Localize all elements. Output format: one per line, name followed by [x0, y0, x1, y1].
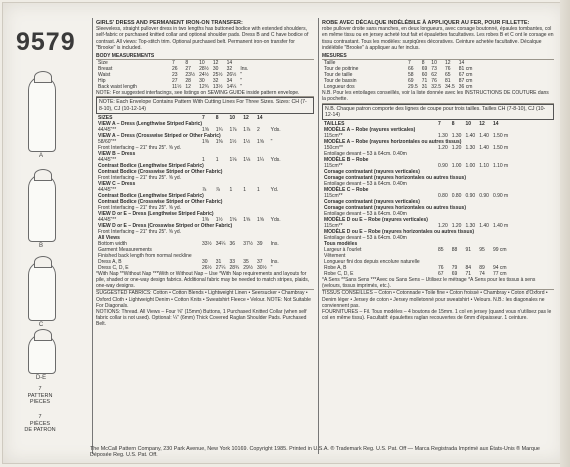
- fournitures: FOURNITURES – Fil. Tous modèles – 4 boutons de 15mm. 1 col en jersey (quand vous n'utilisez pas le col en même tissu). Facultatif: épaulettes raglan recouvertes de 6mm d'épaisseur. 1 ceinture.: [322, 309, 552, 322]
- front-interfacing-c: Front Interfacing – 21" thru 25". ⅝ yd.: [98, 204, 182, 211]
- table-row: 58/60"** 1⅜ 1⅜ 1½ 1½ 1⅝ ": [98, 138, 273, 145]
- view-c-contrast-heading: Contrast Bodice (Lengthwise Striped Fabric): [98, 192, 204, 199]
- french-title: ROBE AVEC DÉCALQUE INDÉLÉBILE À APPLIQUER AU FER, POUR FILLETTE:: [322, 20, 530, 26]
- table-row: Tour de bassin 69 71 76 81 87 cm: [324, 78, 473, 85]
- modele-a2-heading: MODÈLE A – Robe (rayures horizontales ou autres tissus): [324, 139, 462, 146]
- view-c-contrast2-heading: Contrast Bodice (Crosswise Striped or Other Fabric): [98, 198, 223, 205]
- view-b-heading: VIEW B – Dress: [98, 150, 136, 157]
- view-a2-heading: VIEW A – Dress (Crosswise Striped or Other Fabric): [98, 132, 221, 139]
- modele-d-heading: MODÈLE D ou E – Robe (rayures verticales): [324, 217, 428, 224]
- nap-note: *With Nap **Without Nap ***With or Without Nap – Use *With Nap requirements and layouts for pile, shaded or one-way design fabrics. Additional fabric may be needed to match stripes, plaids, one-way designs.: [96, 271, 314, 291]
- tailles-header-row: TAILLES 7 8 10 12 14: [324, 121, 499, 128]
- pattern-pieces-count: 7 PATTERN PIECES: [27, 386, 53, 405]
- entoilage-d: Entoilage devant – 53 à 64cm. 0.40m: [324, 235, 407, 242]
- view-d2-heading: VIEW D or E – Dress (Crosswise Striped or Other Fabric): [98, 222, 233, 229]
- view-c-drawing: [28, 261, 56, 321]
- sens-note: *A Sens **Sans Sens ***Avec ou Sans Sens – Utilisez le métrage *A Sens pour les tissus à sens (velours, tissus imprimés, etc.).: [322, 277, 554, 290]
- view-b-contrast-heading: Contrast Bodice (Lengthwise Striped Fabric): [98, 162, 204, 169]
- body-measurements-table: [96, 60, 250, 90]
- table-row: 115cm** 1.30 1.30 1.40 1.40 1.50 m: [324, 133, 509, 140]
- english-title: GIRLS' DRESS AND PERMANENT IRON-ON TRANSFER:: [96, 20, 243, 26]
- body-measurements-heading: BODY MEASUREMENTS: [96, 53, 314, 60]
- taille-row: Taille 7 8 10 12 14: [324, 60, 465, 67]
- modele-c-heading: MODÈLE C – Robe: [324, 187, 369, 194]
- table-row: Bottom width 33½ 34¼ 36 37½ 39 Ins.: [98, 240, 279, 247]
- modele-d2-heading: MODÈLE D ou E – Robe (rayures horizontales ou autres tissus): [324, 229, 475, 236]
- interfacing-note: NOTE: For suggested interfacings, see listings on SEWING GUIDE inside pattern envelope.: [96, 90, 314, 97]
- table-row: Hip 27 28 30 32 34 ": [98, 78, 243, 85]
- vetement-heading: Vêtement: [324, 253, 346, 260]
- entoilage-b: Entoilage devant – 53 à 64cm. 0.40m: [324, 181, 407, 188]
- table-row: Longueur dos 29.5 31 32.5 34.5 36 cm: [324, 84, 473, 91]
- table-row: 115cm** 0.90 1.00 1.00 1.10 1.10 m: [324, 163, 509, 170]
- table-row: Back waist length 11½ 12 12¾ 13½ 14¼ ": [98, 84, 243, 91]
- garment-desc: Finished back length from normal neckline: [98, 252, 192, 259]
- table-row: Robe C, D, E 67 69 71 74 77 cm: [324, 271, 507, 278]
- table-row: Tour de taille 58 60 62 65 67 cm: [324, 72, 473, 79]
- size-row: Size 7 8 10 12 14: [98, 60, 233, 67]
- yardage-table: [96, 115, 283, 271]
- corsage-b2-heading: Corsage contrastant (rayures horizontales ou autres tissus): [324, 175, 466, 182]
- view-c-heading: VIEW C – Dress: [98, 180, 136, 187]
- corsage-c-heading: Corsage contrastant (rayures verticales): [324, 199, 420, 206]
- view-de-drawing: [28, 334, 56, 374]
- modele-a-heading: MODÈLE A – Robe (rayures verticales): [324, 127, 416, 134]
- pieces-de-patron-count: 7 PIÈCES DE PATRON: [24, 414, 56, 433]
- metrage-table: [322, 121, 510, 277]
- table-row: Tour de poitrine 66 69 73 76 81 cm: [324, 66, 473, 73]
- publisher-footer: [90, 446, 550, 458]
- tous-modeles-heading: Tous modèles: [324, 241, 358, 248]
- notions: NOTIONS: Thread. All Views – Four ⅝" (15mm) Buttons, 1 Purchased Knitted Collar (when self fabric collar is not used). Optional: ¼" (6mm) Thick Covered Raglan Shoulder Pads. Purchased Belt.: [96, 309, 307, 328]
- table-row: 44/45"** ⅞ ⅞ 1 1 1 Yd.: [98, 186, 279, 193]
- mesures-heading: MESURES: [322, 53, 554, 60]
- garment-measurements-heading: Garment Measurements: [98, 246, 152, 253]
- sizes-header-row: SIZES 7 8 10 12 14: [98, 114, 263, 121]
- suggested-fabrics: SUGGESTED FABRICS: Cotton • Cotton Blends • Lightweight Linen • Seersucker • Chambray • Oxford Cloth • Lightweight Denim • Cotton Knits • Sweatshirt Fleece • Velour. NOTE: Not Suitable For Diagonals.: [96, 290, 311, 309]
- view-a-drawing: [28, 76, 56, 152]
- entoilage-a: Entoilage devant – 53 à 64cm. 0.40m: [324, 151, 407, 158]
- entoilage-note: N.B. Pour les entoilages conseillés, voir la liste donnée avec les INSTRUCTIONS DE COUTURE dans la pochette.: [322, 90, 554, 103]
- table-row: Largeur à l'ourlet 85 88 91 95 99 cm: [324, 247, 507, 254]
- view-b-label: B: [38, 243, 43, 249]
- front-interfacing-a: Front Interfacing – 21" thru 25". ⅝ yd.: [98, 144, 182, 151]
- view-d-heading: VIEW D or E – Dress (Lengthwise Striped Fabric): [98, 210, 214, 217]
- view-de-label: D-E: [35, 375, 47, 381]
- french-column: [322, 20, 554, 321]
- table-row: Dress A, B 30 31 33 35 37 Ins.: [98, 258, 279, 265]
- view-b-contrast2-heading: Contrast Bodice (Crosswise Striped or Other Fabric): [98, 168, 223, 175]
- entoilage-c: Entoilage devant – 53 à 64cm. 0.40m: [324, 211, 407, 218]
- view-a-label: A: [38, 153, 43, 159]
- column-divider-left: [92, 18, 93, 454]
- all-views-heading: All Views: [98, 234, 120, 241]
- table-row: 44/45"** 1⅜ 1½ 1⅝ 1⅝ 1⅝ Yds.: [98, 216, 281, 223]
- publisher-line: The McCall Pattern Company, 230 Park Avenue, New York 10169. Copyright 1985. Printed in U.S.A. ® Trademark Reg. U.S. Pat. Off — Marca Registrada: [90, 446, 458, 452]
- envelope-note: NOTE: Each Envelope Contains Pattern With Cutting Lines For Three Sizes. Sizes: CH (7-8-10), CJ (10-12-14): [96, 97, 314, 113]
- modele-b-heading: MODÈLE B – Robe: [324, 157, 369, 164]
- paper-edge: [560, 0, 570, 467]
- corsage-b-heading: Corsage contrastant (rayures verticales): [324, 169, 420, 176]
- column-divider-middle: [318, 18, 319, 454]
- illustration-column: [6, 6, 86, 456]
- view-a-heading: VIEW A – Dress (Lengthwise Striped Fabric): [98, 120, 203, 127]
- french-intro: robe pullover droite sans manches, en deux longueurs, avec corsage boutonné, épaules tombantes, col en même tissu ou en jersey acheté tout fait et épaulettes facultatives. Les robes B et C ont le corsage en tissu contrastant. Tous les modèles: surpiqûres décoratives. Ceinture achetée facultative. Décalque indélébile "Brooke" à appliquer au fer inclus.: [322, 26, 554, 51]
- english-column: [96, 20, 314, 328]
- table-row: Robe A, B 76 79 84 89 94 cm: [324, 265, 507, 272]
- table-row: 44/45"** 1⅝ 1¾ 1⅞ 1⅞ 2 Yds.: [98, 126, 281, 133]
- english-intro: Sleeveless, straight pullover dress in two lengths has buttoned bodice with extended shoulders, self-fabric or purchased knitted collar and optional shoulder pads. Dress B and C have bodice of contrast. All views: Top-stitch trim. Optional purchased belt. Permanent iron-on transfer for "Brooke" is included.: [96, 26, 309, 51]
- front-interfacing-b: Front Interfacing – 21" thru 25". ⅝ yd.: [98, 174, 182, 181]
- table-row: 115cm** 0.80 0.80 0.90 0.90 0.90 m: [324, 193, 509, 200]
- table-row: Waist 23 23½ 24½ 25½ 26½ ": [98, 72, 243, 79]
- publisher-line-fr: Imprimé aux États-Unis ® Marque Déposée Reg. U.S. Pat. Off.: [90, 446, 540, 458]
- pattern-number: 9579: [16, 28, 76, 56]
- table-row: Breast 26 27 28½ 30 32 Ins.: [98, 66, 249, 73]
- corsage-c2-heading: Corsage contrastant (rayures horizontales ou autres tissus): [324, 205, 466, 212]
- pochette-note: N.B. Chaque patron comporte des lignes de coupe pour trois tailles. Tailles CH (7-8-10), CJ (10-12-14): [322, 104, 554, 120]
- mesures-table: [322, 60, 474, 90]
- table-row: 115cm** 1.20 1.20 1.30 1.40 1.40 m: [324, 223, 509, 230]
- tissus-conseilles: TISSUS CONSEILLÉS – Coton • Cotonnade • Toile fine • Coton froissé • Chambray • Coton d'Oxford • Denim léger • Jersey de coton • Jersey molletonné pour sweatshirt • Velours. N.B.: les diagonales ne conviennent pas.: [322, 290, 548, 309]
- table-row: 44/45"** 1 1 1⅛ 1⅛ 1¼ Yds.: [98, 156, 281, 163]
- table-row: Dress C, D, E 26½ 27¼ 28¾ 29½ 30½ ": [98, 264, 273, 271]
- view-c-label: C: [38, 322, 44, 328]
- front-interfacing-d: Front Interfacing – 21" thru 25". ⅝ yd.: [98, 228, 182, 235]
- longueur-dos-desc: Longueur fini dos depuis encolure naturelle: [324, 259, 420, 266]
- table-row: 150cm** 1.20 1.20 1.30 1.40 1.50 m: [324, 145, 509, 152]
- view-b-drawing: [28, 174, 56, 242]
